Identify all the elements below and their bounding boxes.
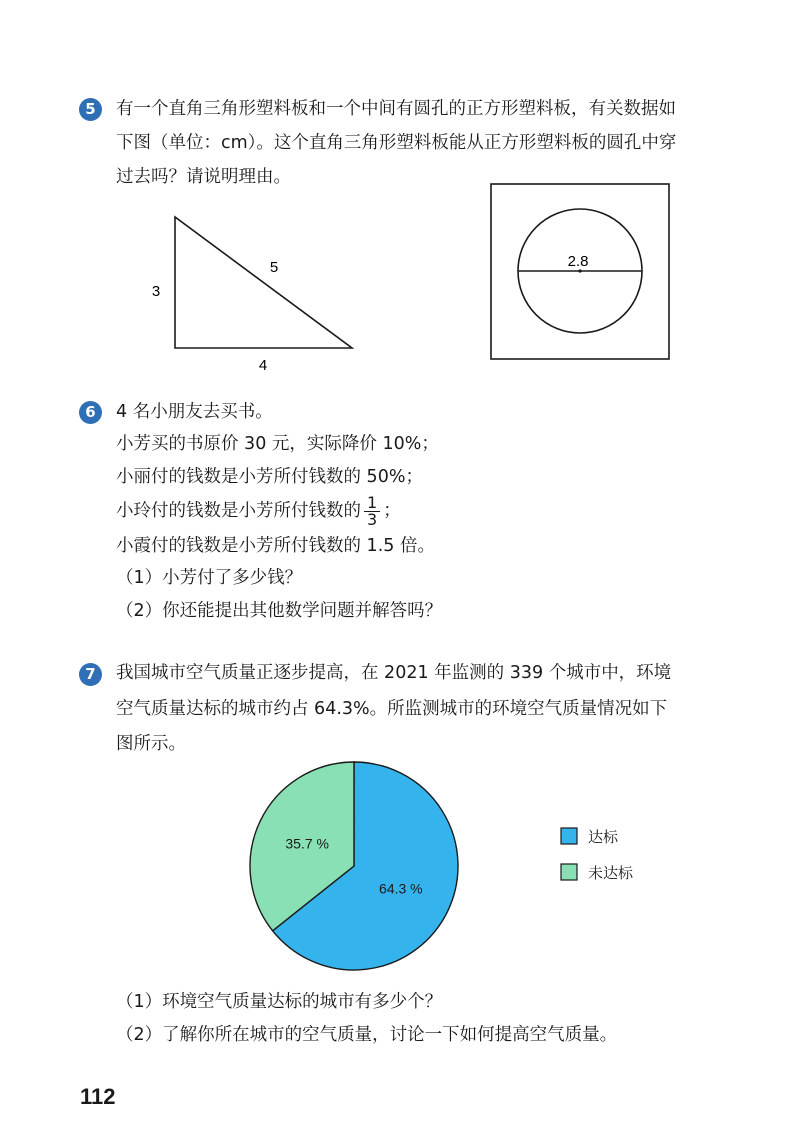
pie-label-unqualified: 35.7 %	[285, 835, 329, 852]
q7-sub-question-2: （2）了解你所在城市的空气质量，讨论一下如何提高空气质量。	[116, 1025, 618, 1045]
q6-sub-question-2: （2）你还能提出其他数学问题并解答吗？	[116, 601, 443, 621]
legend-label-unqualified: 未达标	[588, 865, 634, 882]
legend-label-qualified: 达标	[588, 829, 619, 846]
right-triangle-figure	[140, 205, 380, 380]
triangle-label-4: 4	[258, 357, 268, 374]
q6-line-2: 小丽付的钱数是小芳所付钱数的 50%；	[116, 467, 423, 487]
q6-line-3-prefix: 小玲付的钱数是小芳所付钱数的	[116, 501, 361, 521]
pie-label-qualified: 64.3 %	[379, 880, 423, 897]
fraction-denominator: 3	[367, 509, 378, 529]
q5-line-1: 有一个直角三角形塑料板和一个中间有圆孔的正方形塑料板，有关数据如	[116, 99, 676, 119]
legend-swatch-unqualified	[561, 864, 577, 880]
air-quality-pie-chart	[240, 760, 680, 975]
triangle-label-3: 3	[151, 283, 161, 300]
q6-line-4: 小霞付的钱数是小芳所付钱数的 1.5 倍。	[116, 536, 435, 556]
q5-line-3: 过去吗？请说明理由。	[116, 167, 291, 187]
diameter-label: 2.8	[567, 253, 589, 270]
square-with-hole-figure	[490, 183, 672, 363]
triangle-shape	[175, 217, 352, 348]
question-7-badge: 7	[79, 663, 102, 686]
page-number: 112	[80, 1084, 116, 1109]
q6-sub-question-1: （1）小芳付了多少钱？	[116, 568, 303, 588]
q6-intro: 4 名小朋友去买书。	[116, 402, 273, 422]
triangle-label-5: 5	[269, 259, 279, 276]
question-5-badge: 5	[79, 98, 102, 121]
legend-swatch-qualified	[561, 828, 577, 844]
q7-line-1: 我国城市空气质量正逐步提高，在 2021 年监测的 339 个城市中，环境	[116, 663, 672, 683]
q5-line-2: 下图（单位：cm）。这个直角三角形塑料板能从正方形塑料板的圆孔中穿	[116, 133, 677, 153]
q7-line-3: 图所示。	[116, 734, 186, 754]
q7-line-2: 空气质量达标的城市约占 64.3%。所监测城市的环境空气质量情况如下	[116, 699, 668, 719]
q7-sub-question-1: （1）环境空气质量达标的城市有多少个？	[116, 992, 443, 1012]
fraction-numerator: 1	[364, 495, 380, 512]
fraction-one-third	[364, 492, 380, 529]
question-6-badge: 6	[79, 401, 102, 424]
q6-line-3	[116, 494, 401, 528]
q6-line-1: 小芳买的书原价 30 元，实际降价 10%；	[116, 434, 439, 454]
q6-line-3-suffix: ；	[383, 501, 401, 521]
